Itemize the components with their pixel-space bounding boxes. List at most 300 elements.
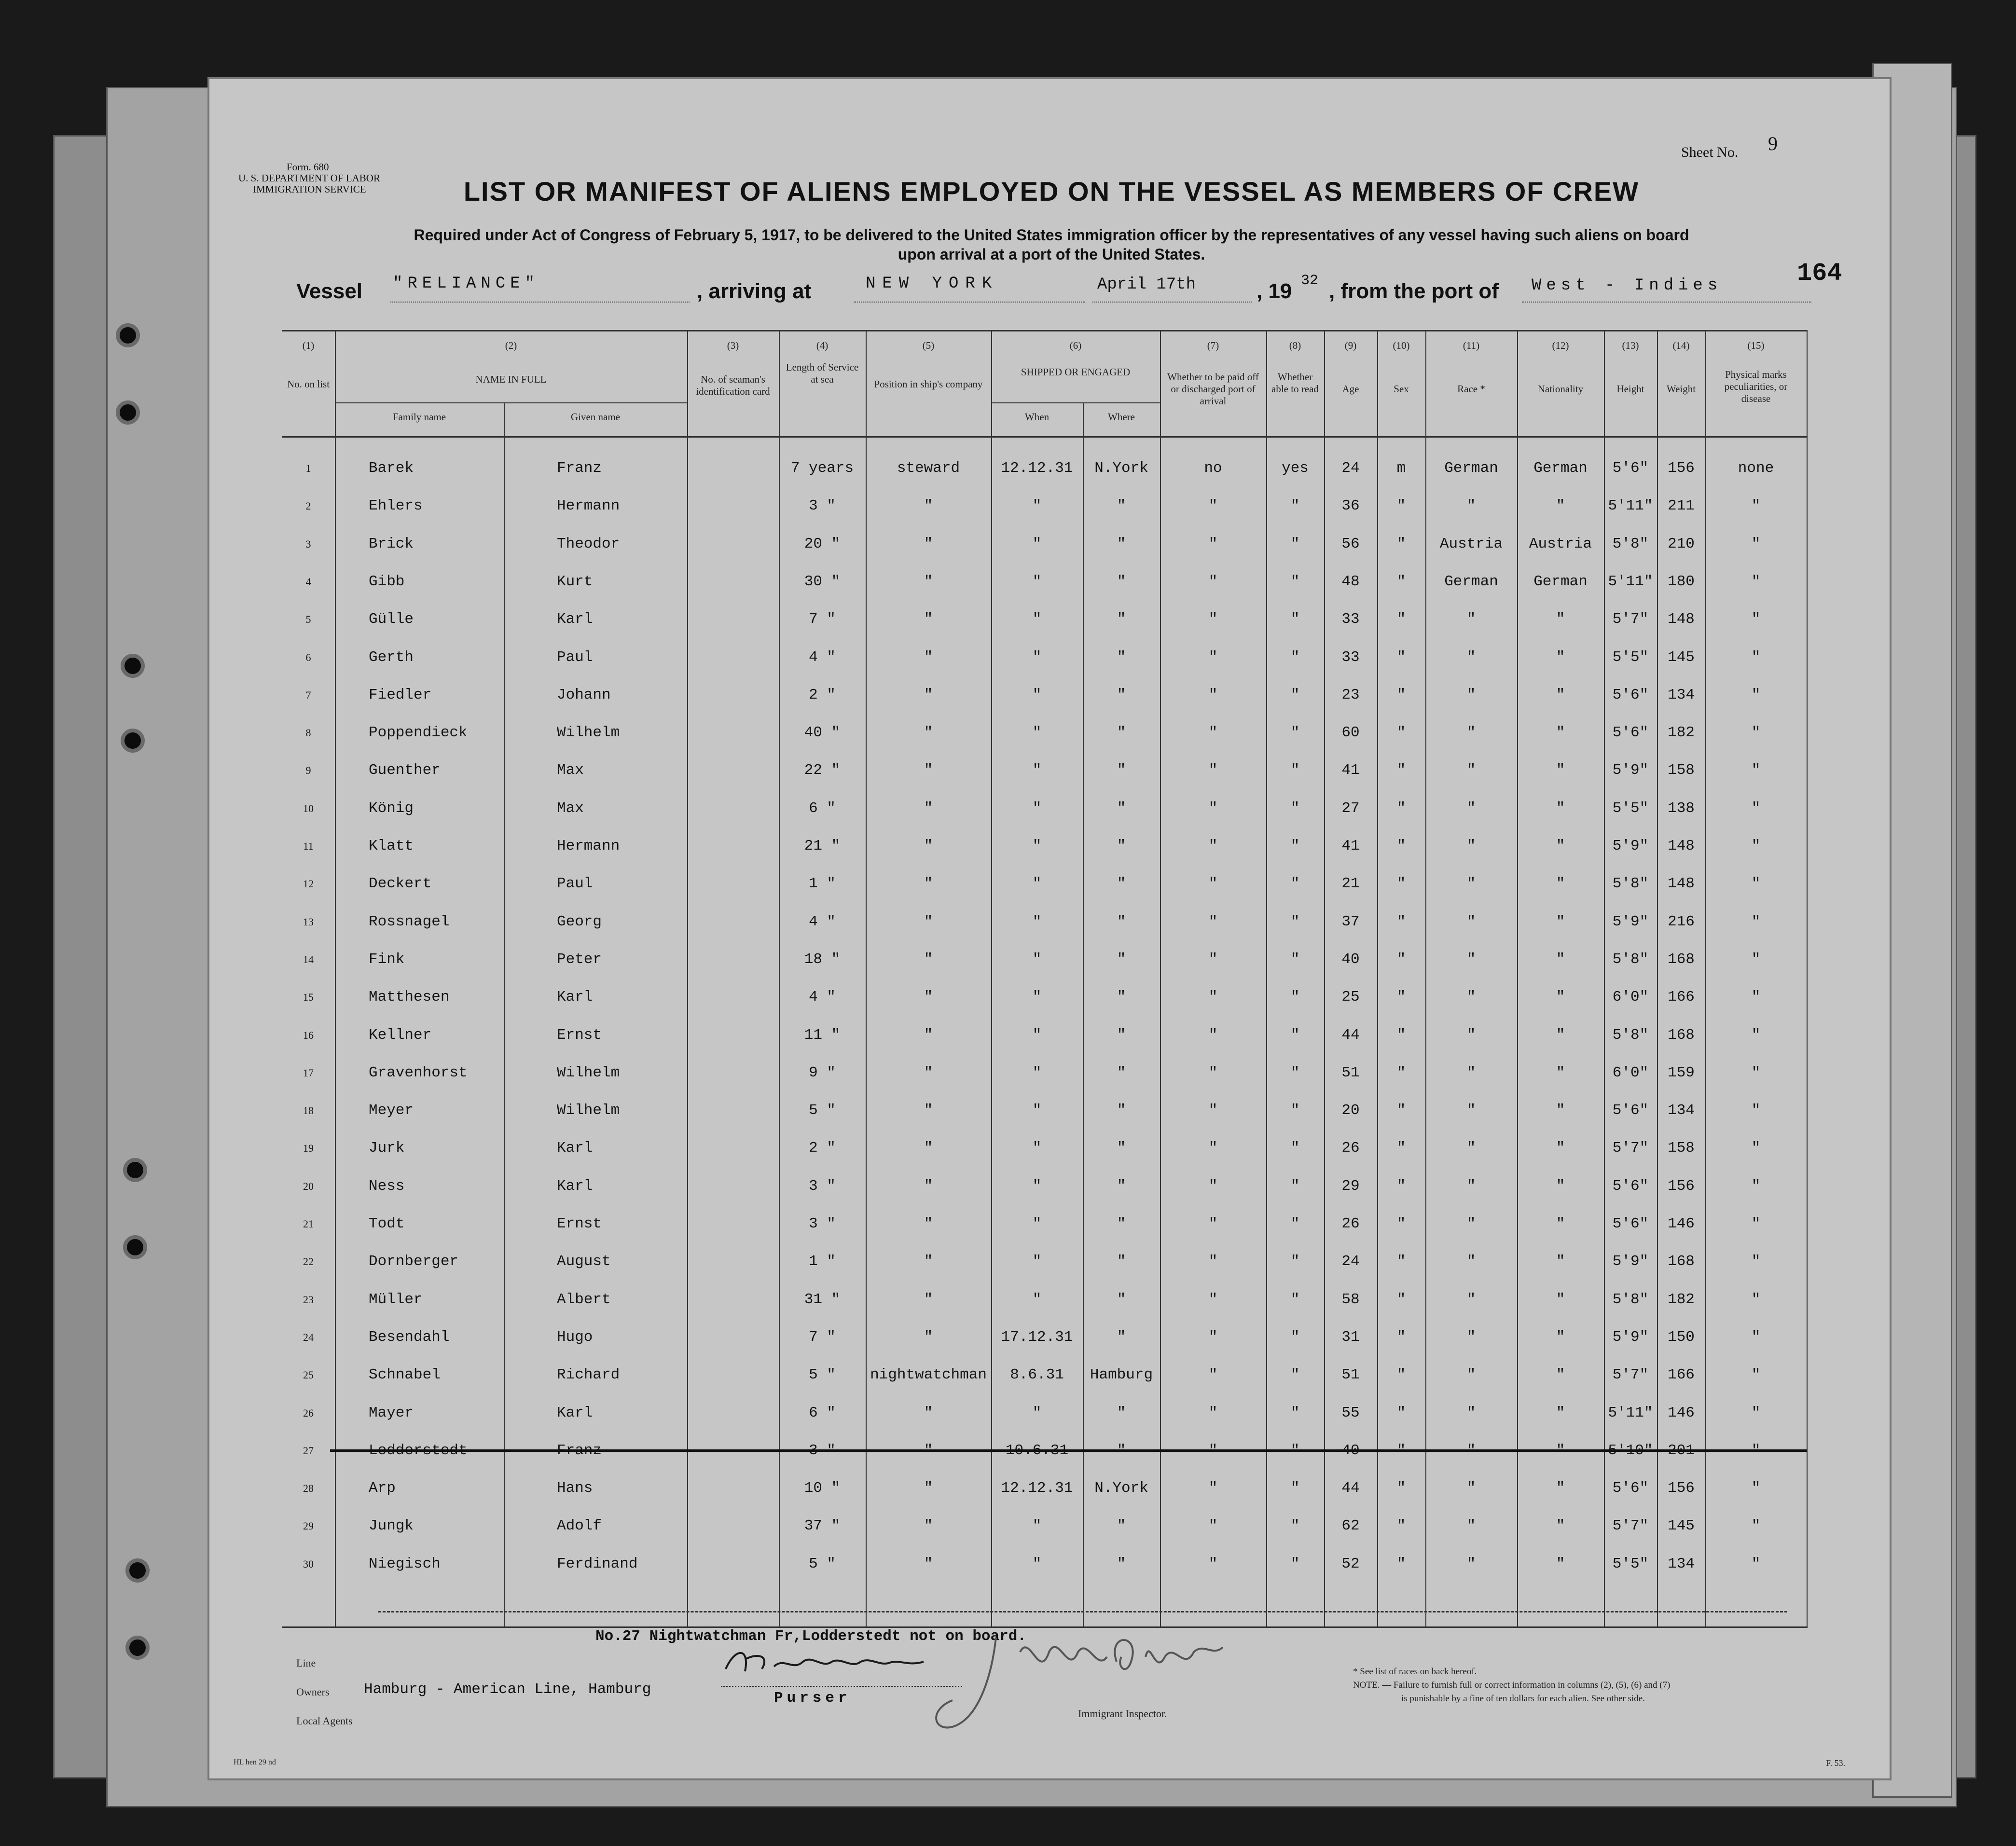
cell-weight: 168 <box>1668 1253 1695 1270</box>
cell-where: " <box>1117 762 1126 779</box>
line-label: Line <box>296 1657 316 1669</box>
column-header: Age <box>1342 383 1359 395</box>
cell-marks: " <box>1751 724 1761 742</box>
column-subheader: Where <box>1108 411 1135 423</box>
cell-when: " <box>1032 838 1042 854</box>
cell-age: 27 <box>1341 799 1360 817</box>
cell-weight: 158 <box>1668 1140 1695 1157</box>
column-subheader: When <box>1024 411 1049 423</box>
cell-position: " <box>924 951 933 968</box>
column-header: Weight <box>1666 383 1696 395</box>
cell-family: Müller <box>369 1291 423 1308</box>
cell-marks: " <box>1751 573 1761 590</box>
cell-service: 22 " <box>804 762 841 779</box>
cell-height: 5'6" <box>1612 1215 1649 1232</box>
fine-note-2: is punishable by a fine of ten dollars for each alien. See other side. <box>1401 1694 1645 1704</box>
table-row <box>282 487 1807 525</box>
cell-read: " <box>1290 1102 1300 1119</box>
cell-paid: " <box>1208 1140 1218 1157</box>
table-row <box>282 978 1807 1016</box>
cell-age: 26 <box>1341 1140 1360 1157</box>
cell-read: " <box>1290 497 1300 515</box>
cell-paid: " <box>1208 573 1218 590</box>
cell-paid: " <box>1208 1480 1218 1497</box>
cell-sex: " <box>1396 1215 1406 1232</box>
cell-paid: " <box>1208 989 1218 1006</box>
column-number: (3) <box>727 340 739 351</box>
column-header: Race * <box>1457 383 1485 395</box>
cell-when: " <box>1032 1404 1042 1421</box>
cell-read: " <box>1290 1555 1300 1572</box>
cell-paid: " <box>1208 951 1218 968</box>
cell-no: 5 <box>305 613 311 626</box>
cell-where: N.York <box>1094 460 1148 477</box>
table-row <box>282 1432 1807 1470</box>
cell-no: 23 <box>303 1293 314 1306</box>
cell-when: " <box>1032 799 1042 817</box>
cell-given: Franz <box>557 1442 602 1459</box>
cell-when: " <box>1032 1177 1042 1195</box>
binder-hole <box>123 1158 147 1182</box>
cell-race: " <box>1466 1102 1476 1119</box>
column-number: (9) <box>1344 340 1357 351</box>
cell-weight: 166 <box>1668 989 1695 1006</box>
cell-given: Paul <box>557 875 593 893</box>
cell-age: 23 <box>1341 686 1360 703</box>
cell-marks: " <box>1751 535 1761 552</box>
cell-paid: no <box>1204 460 1222 477</box>
binder-hole <box>123 1235 147 1259</box>
cell-position: " <box>924 611 933 628</box>
cell-when: " <box>1032 573 1042 590</box>
cell-family: Kellner <box>369 1026 432 1044</box>
cell-weight: 156 <box>1668 460 1695 477</box>
cell-family: Matthesen <box>369 989 450 1006</box>
cell-sex: " <box>1396 799 1406 817</box>
cell-weight: 145 <box>1668 1517 1695 1535</box>
cell-nat: " <box>1556 1328 1565 1346</box>
cell-age: 33 <box>1341 611 1360 628</box>
cell-given: Hermann <box>557 838 620 854</box>
cell-given: August <box>557 1253 611 1270</box>
cell-marks: " <box>1751 799 1761 817</box>
cell-nat: " <box>1556 1253 1565 1270</box>
cell-height: 5'8" <box>1612 875 1649 893</box>
cell-given: Johann <box>557 686 611 703</box>
cell-given: Hermann <box>557 497 620 515</box>
cell-weight: 201 <box>1668 1442 1695 1459</box>
cell-marks: " <box>1751 1366 1761 1384</box>
cell-when: 17.12.31 <box>1001 1328 1073 1346</box>
cell-family: Fink <box>369 951 405 968</box>
cell-sex: " <box>1396 762 1406 779</box>
cell-height: 5'7" <box>1612 611 1649 628</box>
cell-position: " <box>924 686 933 703</box>
cell-read: " <box>1290 1215 1300 1232</box>
cell-read: " <box>1290 1517 1300 1535</box>
cell-no: 4 <box>305 575 311 588</box>
cell-family: Jungk <box>369 1517 414 1535</box>
cell-family: Gibb <box>369 573 405 590</box>
cell-position: " <box>924 1140 933 1157</box>
cell-paid: " <box>1208 1442 1218 1459</box>
cell-where: " <box>1117 989 1126 1006</box>
cell-age: 41 <box>1341 762 1360 779</box>
cell-weight: 134 <box>1668 1555 1695 1572</box>
cell-paid: " <box>1208 1064 1218 1081</box>
cell-race: " <box>1466 762 1476 779</box>
cell-paid: " <box>1208 1366 1218 1384</box>
cell-age: 62 <box>1341 1517 1360 1535</box>
cell-read: " <box>1290 648 1300 666</box>
cell-given: Karl <box>557 611 593 628</box>
cell-given: Hans <box>557 1480 593 1497</box>
cell-sex: " <box>1396 875 1406 893</box>
arrival-date: April 17th <box>1097 276 1196 294</box>
owners-value: Hamburg - American Line, Hamburg <box>364 1681 651 1698</box>
cell-given: Ernst <box>557 1215 602 1232</box>
cell-height: 5'6" <box>1612 1480 1649 1497</box>
cell-when: " <box>1032 1291 1042 1308</box>
cell-service: 5 " <box>809 1366 836 1384</box>
vessel-name: "RELIANCE" <box>393 275 540 293</box>
cell-age: 25 <box>1341 989 1360 1006</box>
owners-label: Owners <box>296 1686 330 1698</box>
column-header: No. on list <box>287 378 330 390</box>
cell-weight: 180 <box>1668 573 1695 590</box>
cell-read: " <box>1290 1442 1300 1459</box>
cell-race: " <box>1466 799 1476 817</box>
cell-read: " <box>1290 875 1300 893</box>
cell-height: 5'9" <box>1612 762 1649 779</box>
cell-service: 1 " <box>809 1253 836 1270</box>
cell-race: " <box>1466 989 1476 1006</box>
cell-nat: " <box>1556 951 1565 968</box>
cell-weight: 134 <box>1668 1102 1695 1119</box>
table-row <box>282 790 1807 827</box>
column-header: NAME IN FULL <box>475 373 547 385</box>
cell-height: 6'0" <box>1612 989 1649 1006</box>
cell-sex: " <box>1396 1026 1406 1044</box>
cell-position: " <box>924 1177 933 1195</box>
binder-hole <box>121 729 145 753</box>
cell-family: Meyer <box>369 1102 414 1119</box>
fill-underline <box>1522 302 1811 303</box>
cell-age: 44 <box>1341 1480 1360 1497</box>
cell-no: 21 <box>303 1218 314 1230</box>
table-row <box>282 601 1807 638</box>
cell-height: 5'9" <box>1612 913 1649 930</box>
cell-height: 5'10" <box>1608 1442 1653 1459</box>
cell-position: steward <box>897 460 960 477</box>
fine-note-1: NOTE. — Failure to furnish full or correct information in columns (2), (5), (6) and (7) <box>1353 1680 1671 1690</box>
cell-where: " <box>1117 1442 1126 1459</box>
cell-sex: " <box>1396 1555 1406 1572</box>
cell-sex: " <box>1396 497 1406 515</box>
cell-marks: " <box>1751 1291 1761 1308</box>
cell-read: " <box>1290 1253 1300 1270</box>
cell-when: " <box>1032 724 1042 742</box>
cell-read: " <box>1290 724 1300 742</box>
cell-position: " <box>924 1404 933 1421</box>
cell-sex: " <box>1396 913 1406 930</box>
form-code: F. 53. <box>1826 1758 1846 1768</box>
cell-no: 19 <box>303 1142 314 1155</box>
cell-marks: " <box>1751 497 1761 515</box>
cell-when: " <box>1032 989 1042 1006</box>
cell-where: " <box>1117 648 1126 666</box>
cell-position: " <box>924 1442 933 1459</box>
cell-service: 9 " <box>809 1064 836 1081</box>
cell-position: " <box>924 648 933 666</box>
cell-no: 12 <box>303 878 314 890</box>
table-row <box>282 827 1807 865</box>
cell-when: 8.6.31 <box>1010 1366 1064 1384</box>
fill-underline <box>1092 302 1252 303</box>
cell-nat: " <box>1556 1366 1565 1384</box>
cell-paid: " <box>1208 535 1218 552</box>
table-row <box>282 1017 1807 1054</box>
cell-family: Gülle <box>369 611 414 628</box>
cell-when: " <box>1032 1215 1042 1232</box>
cell-sex: m <box>1396 460 1406 477</box>
cell-height: 5'6" <box>1612 686 1649 703</box>
cell-when: " <box>1032 913 1042 930</box>
cell-position: " <box>924 1102 933 1119</box>
cell-position: " <box>924 762 933 779</box>
cell-nat: " <box>1556 497 1565 515</box>
cell-service: 18 " <box>804 951 841 968</box>
cell-weight: 216 <box>1668 913 1695 930</box>
cell-sex: " <box>1396 1291 1406 1308</box>
cell-sex: " <box>1396 1328 1406 1346</box>
column-number: (2) <box>505 340 517 351</box>
cell-position: " <box>924 724 933 742</box>
cell-nat: " <box>1556 611 1565 628</box>
cell-paid: " <box>1208 686 1218 703</box>
cell-paid: " <box>1208 1517 1218 1535</box>
cell-service: 5 " <box>809 1555 836 1572</box>
cell-no: 3 <box>305 537 311 550</box>
cell-family: Todt <box>369 1215 405 1232</box>
cell-age: 33 <box>1341 648 1360 666</box>
cell-race: " <box>1466 1064 1476 1081</box>
cell-nat: " <box>1556 1555 1565 1572</box>
cell-when: " <box>1032 1517 1042 1535</box>
cell-nat: " <box>1556 1102 1565 1119</box>
cell-race: " <box>1466 648 1476 666</box>
cell-read: " <box>1290 1177 1300 1195</box>
subheader-rule <box>335 402 687 403</box>
cell-race: " <box>1466 1253 1476 1270</box>
manifest-sheet <box>207 77 1892 1780</box>
cell-service: 3 " <box>809 497 836 515</box>
cell-nat: " <box>1556 1404 1565 1421</box>
cell-no: 9 <box>305 764 311 777</box>
cell-marks: " <box>1751 1140 1761 1157</box>
cell-given: Kurt <box>557 573 593 590</box>
cell-read: " <box>1290 573 1300 590</box>
cell-height: 5'9" <box>1612 1253 1649 1270</box>
cell-race: " <box>1466 1555 1476 1572</box>
fill-underline <box>854 302 1085 303</box>
cell-position: nightwatchman <box>870 1366 987 1384</box>
cell-marks: " <box>1751 1253 1761 1270</box>
cell-nat: German <box>1533 573 1588 590</box>
cell-where: " <box>1117 1291 1126 1308</box>
cell-nat: " <box>1556 799 1565 817</box>
cell-read: " <box>1290 611 1300 628</box>
cell-weight: 158 <box>1668 762 1695 779</box>
cell-family: Schnabel <box>369 1366 441 1384</box>
cell-family: Arp <box>369 1480 396 1497</box>
column-number: (6) <box>1069 340 1082 351</box>
table-row <box>282 1356 1807 1394</box>
cell-weight: 148 <box>1668 611 1695 628</box>
cell-where: " <box>1117 686 1126 703</box>
cell-where: " <box>1117 573 1126 590</box>
column-header: Physical marks peculiarities, or disease <box>1724 369 1788 404</box>
cell-height: 5'11" <box>1608 573 1653 590</box>
cell-nat: " <box>1556 875 1565 893</box>
cell-sex: " <box>1396 1480 1406 1497</box>
cell-service: 3 " <box>809 1215 836 1232</box>
cell-given: Adolf <box>557 1517 602 1535</box>
cell-paid: " <box>1208 913 1218 930</box>
column-header: Length of Service at sea <box>786 361 859 385</box>
cell-where: " <box>1117 1064 1126 1081</box>
cell-no: 24 <box>303 1331 314 1343</box>
cell-position: " <box>924 535 933 552</box>
cell-no: 6 <box>305 651 311 663</box>
cell-given: Wilhelm <box>557 1102 620 1119</box>
cell-height: 5'5" <box>1612 1555 1649 1572</box>
cell-marks: " <box>1751 875 1761 893</box>
cell-marks: " <box>1751 686 1761 703</box>
cell-sex: " <box>1396 648 1406 666</box>
cell-age: 20 <box>1341 1102 1360 1119</box>
cell-no: 30 <box>303 1557 314 1570</box>
table-row <box>282 1545 1807 1583</box>
cell-age: 36 <box>1341 497 1360 515</box>
cell-sex: " <box>1396 838 1406 854</box>
column-number: (11) <box>1463 340 1480 351</box>
cell-service: 7 " <box>809 611 836 628</box>
cell-family: Fiedler <box>369 686 432 703</box>
table-row <box>282 752 1807 789</box>
cell-service: 3 " <box>809 1177 836 1195</box>
cell-height: 5'11" <box>1608 1404 1653 1421</box>
cell-when: " <box>1032 1555 1042 1572</box>
cell-age: 52 <box>1341 1555 1360 1572</box>
cell-where: " <box>1117 1555 1126 1572</box>
column-header: Sex <box>1394 383 1409 395</box>
cell-service: 11 " <box>804 1026 841 1044</box>
cell-marks: " <box>1751 989 1761 1006</box>
cell-service: 6 " <box>809 1404 836 1421</box>
page-title: LIST OR MANIFEST OF ALIENS EMPLOYED ON THE VESSEL AS MEMBERS OF CREW <box>463 176 1640 207</box>
cell-position: " <box>924 1253 933 1270</box>
cell-sex: " <box>1396 1442 1406 1459</box>
cell-given: Richard <box>557 1366 620 1384</box>
cell-given: Max <box>557 762 584 779</box>
cell-service: 7 years <box>790 460 854 477</box>
table-row <box>282 1205 1807 1243</box>
cell-where: " <box>1117 1140 1126 1157</box>
cell-weight: 146 <box>1668 1215 1695 1232</box>
table-row <box>282 714 1807 752</box>
cell-given: Karl <box>557 1140 593 1157</box>
cell-service: 4 " <box>809 648 836 666</box>
cell-marks: none <box>1738 460 1774 477</box>
cell-when: " <box>1032 497 1042 515</box>
cell-age: 58 <box>1341 1291 1360 1308</box>
cell-position: " <box>924 1026 933 1044</box>
cell-when: " <box>1032 951 1042 968</box>
cell-age: 29 <box>1341 1177 1360 1195</box>
cell-service: 10 " <box>804 1480 841 1497</box>
cell-race: " <box>1466 951 1476 968</box>
cell-weight: 182 <box>1668 724 1695 742</box>
cell-race: " <box>1466 724 1476 742</box>
cell-nat: " <box>1556 1064 1565 1081</box>
cell-where: Hamburg <box>1090 1366 1153 1384</box>
table-row <box>282 1394 1807 1432</box>
column-number: (10) <box>1393 340 1410 351</box>
cell-read: " <box>1290 1404 1300 1421</box>
cell-height: 5'6" <box>1612 460 1649 477</box>
cell-family: Barek <box>369 460 414 477</box>
cell-height: 5'8" <box>1612 535 1649 552</box>
cell-nat: " <box>1556 762 1565 779</box>
cell-no: 18 <box>303 1104 314 1117</box>
cell-when: 12.12.31 <box>1001 460 1073 477</box>
cell-age: 44 <box>1341 1026 1360 1044</box>
cell-sex: " <box>1396 989 1406 1006</box>
cell-nat: " <box>1556 1140 1565 1157</box>
cell-service: 3 " <box>809 1442 836 1459</box>
cell-height: 5'6" <box>1612 1177 1649 1195</box>
cell-race: " <box>1466 1404 1476 1421</box>
cell-service: 31 " <box>804 1291 841 1308</box>
cell-paid: " <box>1208 799 1218 817</box>
column-number: (5) <box>922 340 935 351</box>
cell-position: " <box>924 913 933 930</box>
cell-paid: " <box>1208 1404 1218 1421</box>
cell-height: 5'6" <box>1612 1102 1649 1119</box>
cell-marks: " <box>1751 1328 1761 1346</box>
cell-position: " <box>924 1480 933 1497</box>
binder-hole <box>125 1558 150 1583</box>
service-label: IMMIGRATION SERVICE <box>253 183 366 195</box>
table-row <box>282 525 1807 563</box>
cell-family: Guenther <box>369 762 441 779</box>
table-row <box>282 1130 1807 1167</box>
cell-read: " <box>1290 989 1300 1006</box>
column-number: (15) <box>1747 340 1765 351</box>
subheader-rule <box>991 402 1160 403</box>
cell-height: 5'8" <box>1612 1026 1649 1044</box>
arriving-port: NEW YORK <box>866 275 999 293</box>
cell-nat: " <box>1556 913 1565 930</box>
cell-paid: " <box>1208 1555 1218 1572</box>
cell-paid: " <box>1208 1253 1218 1270</box>
cell-weight: 168 <box>1668 951 1695 968</box>
table-row <box>282 1507 1807 1545</box>
column-header: SHIPPED OR ENGAGED <box>1021 366 1131 378</box>
cell-paid: " <box>1208 1026 1218 1044</box>
cell-height: 5'9" <box>1612 838 1649 854</box>
